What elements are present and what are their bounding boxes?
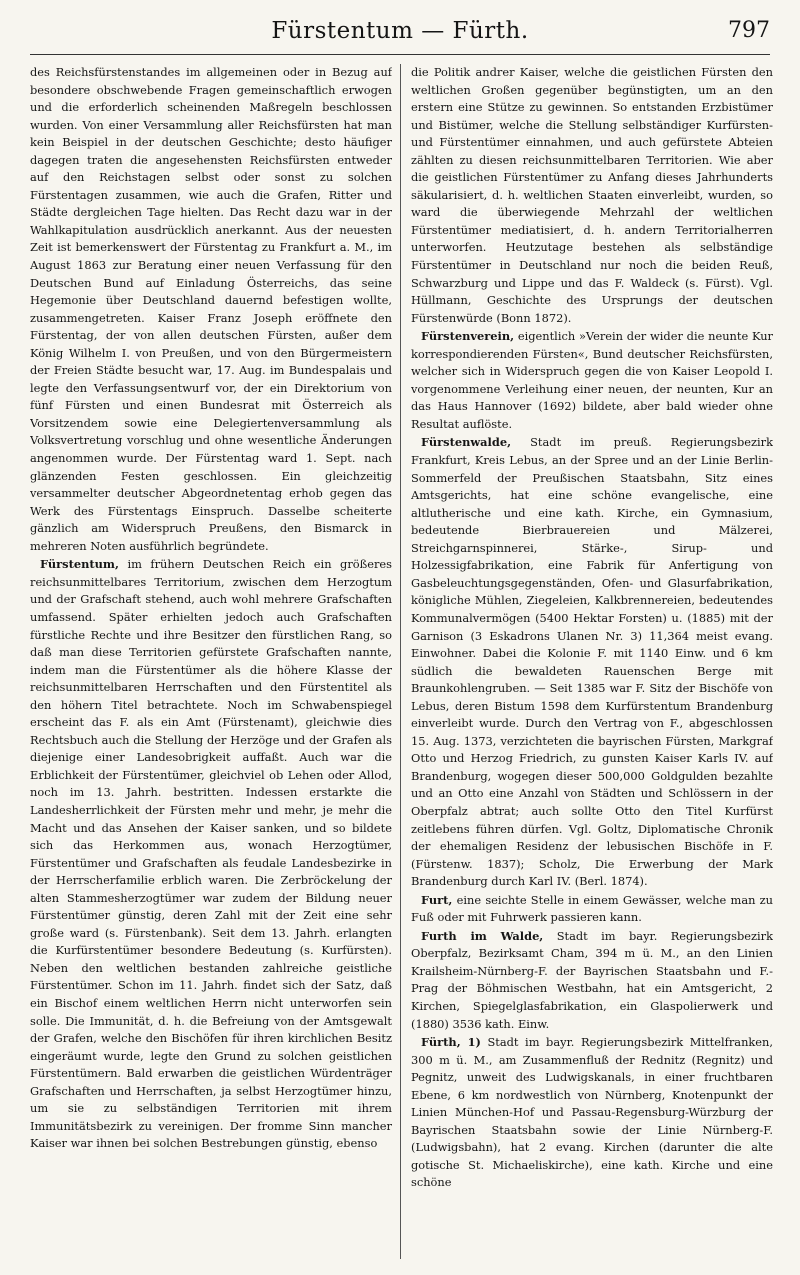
entry-fuerth (411, 1034, 773, 1192)
entry-text: eigentlich »Verein der wider die neunte Kur korrespondierenden Fürsten«, Bund deutscher Reichsfürsten, welcher sich in Widerspruch gegen die von Kaiser Leopold I. vorgenommene Verleihung einer neuen, der neunten, Kur an das Haus Hannover (1692) bildete, aber bald wieder ohne Resultat auflöste. (411, 329, 773, 431)
entry-continuation (30, 64, 392, 555)
entry-lemma: Fürstenverein, (421, 329, 515, 344)
entry-continuation (411, 64, 773, 327)
entry-lemma: Furth im Walde, (421, 928, 544, 943)
page-header (30, 12, 770, 55)
page-number: 797 (728, 18, 770, 43)
left-column (30, 64, 392, 1264)
entry-text: Stadt im preuß. Regierungsbezirk Frankfurt, Kreis Lebus, an der Spree und an der Linie Berlin-Sommerfeld der Preußischen Staatsbahn, Sitz eines Amtsgerichts, hat eine schöne evangelische, eine altlutherische und eine kath. Kirche, ein Gymnasium, bedeutende Bierbrauereien und Mälzerei, Streichgarnspinnerei, Stärke-, Sirup- und Holzessigfabrikation, eine Fabrik für Anfertigung von Gasbeleuchtungsgegenständen, Ofen- und Glasurfabrikation, königliche Mühlen, Ziegeleien, Kalkbrennereien, bedeutendes Kommunalvermögen (5400 Hektar Forsten) u. (1885) mit der Garnison (3 Eskadrons Ulanen Nr. 3) 11,364 meist evang. Einwohner. Dabei die Kolonie F. mit 1140 Einw. und 6 km südlich die bewaldeten Rauenschen Berge mit Braunkohlengruben. — Seit 1385 war F. Sitz der Bischöfe von Lebus, deren Bistum 1598 dem Kurfürstentum Brandenburg einverleibt wurde. Durch den Vertrag von F., abgeschlossen 15. Aug. 1373, verzichteten die bayrischen Fürsten, Markgraf Otto und Herzog Friedrich, zu gunsten Kaiser Karls IV. auf Brandenburg, wogegen dieser 500,000 Goldgulden bezahlte und an Otto eine Anzahl von Städten und Schlössern in der Oberpfalz abtrat; auch sollte Otto den Titel Kurfürst zeitlebens führen dürfen. Vgl. Goltz, Diplomatische Chronik der ehemaligen Residenz der lebusischen Bischöfe in F. (Fürstenw. 1837); Scholz, Die Erwerbung der Mark Brandenburg durch Karl IV. (Berl. 1874). (411, 435, 773, 889)
entry-text: die Politik andrer Kaiser, welche die geistlichen Fürsten den weltlichen Großen gegenüber begünstigten, um an den erstern eine Stütze zu gewinnen. So entstanden Erzbistümer und Bistümer, welche die Stellung selbständiger Kurfürsten- und Fürstentümer einnahmen, und auch gefürstete Abteien zählten zu diesen reichsunmittelbaren Territorien. Wie aber die geistlichen Fürstentümer zu Anfang dieses Jahrhunderts säkularisiert, d. h. weltlichen Staaten einverleibt, wurden, so ward die überwiegende Mehrzahl der weltlichen Fürstentümer mediatisiert, d. h. andern Territorialherren unterworfen. Heutzutage bestehen als selbständige Fürstentümer in Deutschland nur noch die beiden Reuß, Schwarzburg und Lippe und das F. Waldeck (s. Fürst). Vgl. Hüllmann, Geschichte des Ursprungs der deutschen Fürstenwürde (Bonn 1872). (411, 65, 773, 325)
entry-text: des Reichsfürstenstandes im allgemeinen oder in Bezug auf besondere obschwebende Fragen gemeinschaftlich erwogen und die erforderlich scheinenden Maßregeln beschlossen wurden. Von einer Versammlung aller Reichsfürsten hat man kein Beispiel in der deutschen Geschichte; desto häufiger dagegen traten die angesehensten Reichsfürsten entweder auf den Reichstagen selbst oder sonst zu solchen Fürstentagen zusammen, wie auch die Grafen, Ritter und Städte dergleichen Tage hielten. Das Recht dazu war in der Wahlkapitulation ausdrücklich anerkannt. Aus der neuesten Zeit ist bemerkenswert der Fürstentag zu Frankfurt a. M., im August 1863 zur Beratung einer neuen Verfassung für den Deutschen Bund auf Einladung Österreichs, das seine Hegemonie über Deutschland dauernd befestigen wollte, zusammengetreten. Kaiser Franz Joseph eröffnete den Fürstentag, der von allen deutschen Fürsten, außer dem König Wilhelm I. von Preußen, und von den Bürgermeistern der Freien Städte besucht war, 17. Aug. im Bundespalais und legte den Verfassungsentwurf vor, der ein Direktorium von fünf Fürsten und einen Bundesrat mit Österreich als Vorsitzendem sowie eine Delegiertenversammlung als Volksvertretung vorschlug und ohne wesentliche Änderungen angenommen wurde. Der Fürstentag ward 1. Sept. nach glänzenden Festen geschlossen. Ein gleichzeitig versammelter deutscher Abgeordnetentag erhob gegen das Werk des Fürstentags Einspruch. Dasselbe scheiterte gänzlich am Widerspruch Preußens, den Bismarck in mehreren Noten ausführlich begründete. (30, 65, 392, 553)
entry-text: Stadt im bayr. Regierungsbezirk Mittelfranken, 300 m ü. M., am Zusammenfluß der Rednitz (Regnitz) und Pegnitz, unweit des Ludwigskanals, in einer fruchtbaren Ebene, 6 km nordwestlich von Nürnberg, Knotenpunkt der Linien München-Hof und Passau-Regensburg-Würzburg der Bayrischen Staatsbahn sowie der Linie Nürnberg-F. (Ludwigsbahn), hat 2 evang. Kirchen (darunter die alte gotische St. Michaeliskirche), eine kath. Kirche und eine schöne (411, 1035, 773, 1190)
entry-fuerstenverein (411, 328, 773, 433)
entry-fuerstentum (30, 556, 392, 1153)
right-column (411, 64, 773, 1264)
entry-fuerstenwalde (411, 434, 773, 890)
entry-lemma: Fürstenwalde, (421, 435, 512, 450)
entry-text: Stadt im bayr. Regierungsbezirk Oberpfalz, Bezirksamt Cham, 394 m ü. M., an den Linien Krailsheim-Nürnberg-F. der Bayrischen Staatsbahn und F.-Prag der Böhmischen Westbahn, hat ein Amtsgericht, 2 Kirchen, Spiegelglasfabrikation, ein Glaspolierwerk und (1880) 3536 kath. Einw. (411, 928, 773, 1031)
entry-furth-im-walde (411, 928, 773, 1033)
entry-lemma: Furt, (421, 892, 453, 907)
running-title: Fürstentum — Fürth. (271, 18, 529, 44)
column-divider (400, 64, 401, 1259)
entry-text: eine seichte Stelle in einem Gewässer, welche man zu Fuß oder mit Fuhrwerk passieren kann. (411, 892, 773, 925)
entry-lemma: Fürstentum, (40, 557, 119, 572)
entry-furt (411, 892, 773, 927)
entry-text: im frühern Deutschen Reich ein größeres reichsunmittelbares Territorium, zwischen dem Herzogtum und der Grafschaft stehend, auch wohl mehrere Grafschaften umfassend. Später erhielten jedoch auch Grafschaften fürstliche Rechte und ihre Besitzer den fürstlichen Rang, so daß man diese Territorien gefürstete Grafschaften nannte, indem man die Fürstentümer als die höhere Klasse der reichsunmittelbaren Herrschaften und den Fürstentitel als den höhern Titel betrachtete. Noch im Schwabenspiegel erscheint das F. als ein Amt (Fürstenamt), gleichwie dies Rechtsbuch auch die Stellung der Herzöge und der Grafen als diejenige einer Landesobrigkeit auffaßt. Auch war die Erblichkeit der Fürstentümer, gleichviel ob Lehen oder Allod, noch im 13. Jahrh. bestritten. Indessen erstarkte die Landesherrlichkeit der Fürsten mehr und mehr, je mehr die Macht und das Ansehen der Kaiser sanken, und so bildete sich das Herkommen aus, wonach Herzogtümer, Fürstentümer und Grafschaften als feudale Landesbezirke in der Herrscherfamilie erblich waren. Die Zerbröckelung der alten Stammesherzogtümer war zudem der Bildung neuer Fürstentümer günstig, deren Zahl mit der Zeit eine sehr große ward (s. Fürstenbank). Seit dem 13. Jahrh. erlangten die Kurfürstentümer besondere Bedeutung (s. Kurfürsten). Neben den weltlichen bestanden zahlreiche geistliche Fürstentümer. Schon im 11. Jahrh. findet sich der Satz, daß ein Bischof einem weltlichen Herrn nicht unterworfen sein solle. Die Immunität, d. h. die Befreiung von der Amtsgewalt der Grafen, welche den Bischöfen für ihren kirchlichen Besitz eingeräumt wurde, legte den Grund zu solchen geistlichen Fürstentümern. Bald erwarben die geistlichen Würdenträger Grafschaften und Herrschaften, ja selbst Herzogtümer hinzu, um sie zu selbständigen Territorien mit ihrem Immunitätsbezirk zu vereinigen. Der fromme Sinn mancher Kaiser war ihnen bei solchen Bestrebungen günstig, ebenso (30, 557, 392, 1151)
entry-lemma: Fürth, 1) (421, 1035, 481, 1050)
